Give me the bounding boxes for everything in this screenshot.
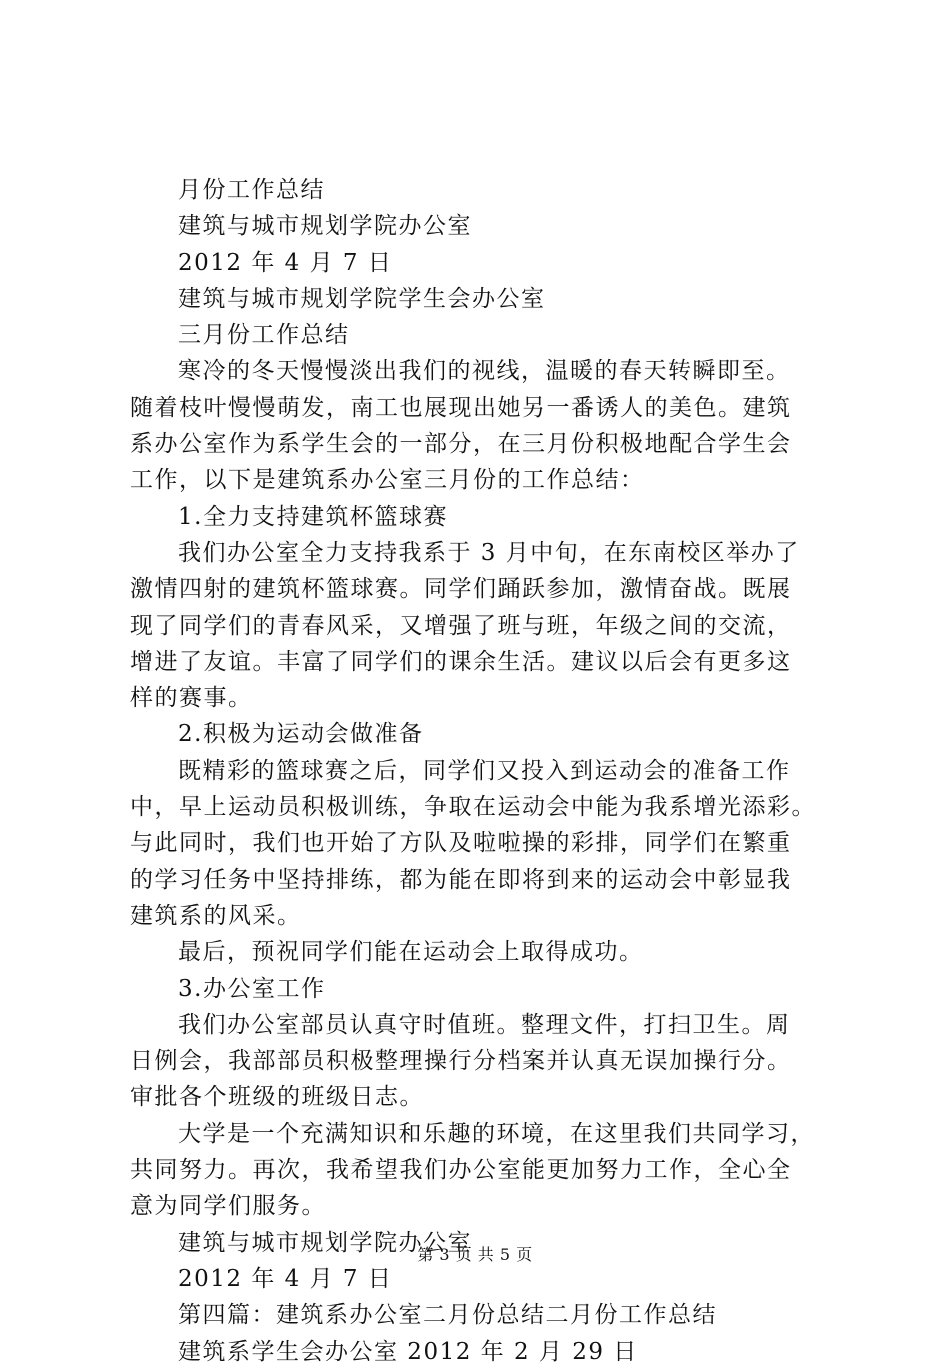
- text-line: 月份工作总结: [178, 177, 325, 203]
- page-footer: 第 3 页 共 5 页: [417, 1245, 533, 1264]
- text-line: 第四篇：建筑系办公室二月份总结二月份工作总结: [178, 1302, 717, 1329]
- text-line: 寒冷的冬天慢慢淡出我们的视线，温暖的春天转瞬即至。: [178, 358, 791, 385]
- text-line: 我们办公室部员认真守时值班。整理文件，打扫卫生。周: [178, 1011, 791, 1038]
- text-line: 2012 年 4 月 7 日: [178, 249, 393, 276]
- text-line: 激情四射的建筑杯篮球赛。同学们踊跃参加，激情奋战。既展: [130, 576, 792, 603]
- text-line: 建筑与城市规划学院办公室: [178, 213, 472, 240]
- text-line: 3.办公室工作: [178, 975, 326, 1002]
- text-line: 大学是一个充满知识和乐趣的环境，在这里我们共同学习，: [178, 1120, 815, 1147]
- text-line: 建筑系学生会办公室 2012 年 2 月 29 日: [178, 1338, 638, 1365]
- text-line: 增进了友谊。丰富了同学们的课余生活。建议以后会有更多这: [130, 648, 792, 675]
- text-line: 我们办公室全力支持我系于 3 月中旬，在东南校区举办了: [178, 539, 800, 566]
- text-line: 样的赛事。: [130, 685, 253, 712]
- text-line: 中，早上运动员积极训练，争取在运动会中能为我系增光添彩。: [130, 794, 816, 821]
- text-line: 审批各个班级的班级日志。: [130, 1084, 424, 1111]
- text-line: 三月份工作总结: [178, 322, 350, 349]
- text-line: 日例会，我部部员积极整理操行分档案并认真无误加操行分。: [130, 1048, 792, 1075]
- text-line: 意为同学们服务。: [130, 1193, 326, 1220]
- text-line: 建筑与城市规划学院办公室: [178, 1229, 472, 1256]
- text-line: 共同努力。再次，我希望我们办公室能更加努力工作，全心全: [130, 1157, 792, 1184]
- text-line: 现了同学们的青春风采，又增强了班与班，年级之间的交流，: [130, 612, 792, 639]
- text-line: 建筑与城市规划学院学生会办公室: [178, 285, 546, 312]
- document-body: [130, 172, 830, 1370]
- text-line: 1.全力支持建筑杯篮球赛: [178, 503, 448, 530]
- text-line: 2012 年 4 月 7 日: [178, 1265, 393, 1292]
- text-line: 随着枝叶慢慢萌发，南工也展现出她另一番诱人的美色。建筑: [130, 394, 792, 421]
- text-line: 建筑系的风采。: [130, 902, 302, 929]
- text-line: 的学习任务中坚持排练，都为能在即将到来的运动会中彰显我: [130, 866, 792, 893]
- text-line: 2.积极为运动会做准备: [178, 721, 424, 748]
- text-line: 最后，预祝同学们能在运动会上取得成功。: [178, 939, 644, 966]
- text-line: 既精彩的篮球赛之后，同学们又投入到运动会的准备工作: [178, 757, 791, 784]
- text-line: 系办公室作为系学生会的一部分，在三月份积极地配合学生会: [130, 431, 792, 458]
- text-line: 与此同时，我们也开始了方队及啦啦操的彩排，同学们在繁重: [130, 830, 792, 857]
- text-line: 工作，以下是建筑系办公室三月份的工作总结：: [130, 467, 645, 494]
